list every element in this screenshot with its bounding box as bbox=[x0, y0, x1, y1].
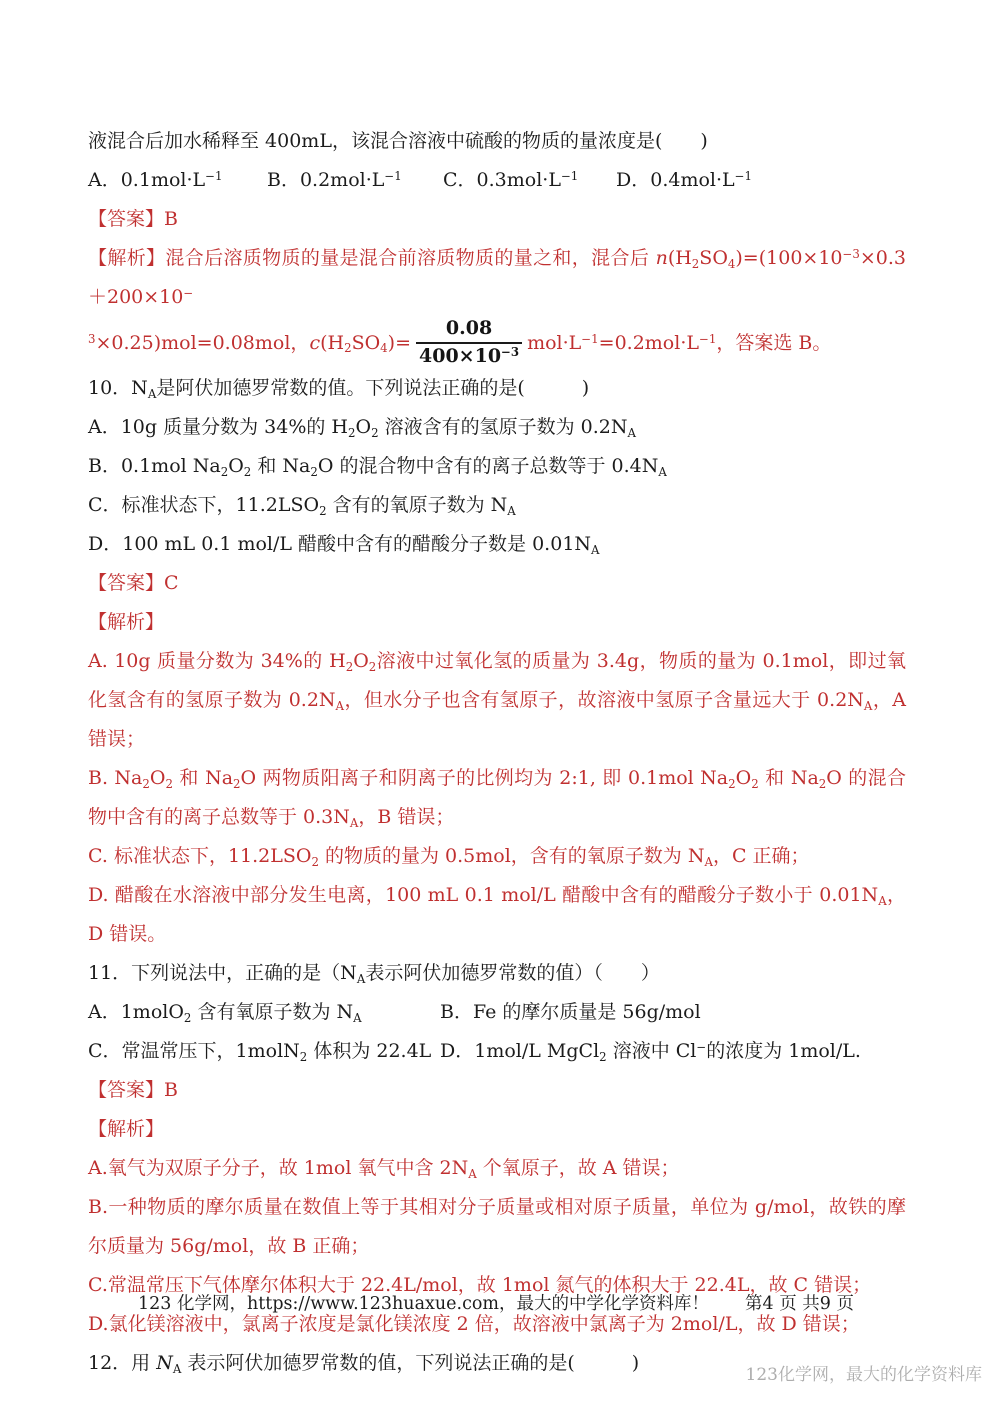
question-11-analysis-label: 【解析】 bbox=[88, 1118, 165, 1140]
fraction-numerator: 0.08 bbox=[445, 317, 493, 340]
question-10-option-b: B．0.1mol $Na_2O_2$ 和 $Na_2O$ 的混合物中含有的离子总数等于 $0.4N_A$ bbox=[88, 455, 667, 479]
question-11-option-b: B．Fe 的摩尔质量是 56g/mol bbox=[440, 1001, 701, 1023]
question-9-option-c: C．$0.3mol\cdot L^{-1}$ bbox=[443, 169, 579, 191]
footer-page-number: 第4 页 共9 页 bbox=[745, 1294, 854, 1314]
question-11-stem: 11．下列说法中，正确的是（$N_A$表示阿伏加德罗常数的值）（ ） bbox=[88, 962, 660, 986]
question-9-options bbox=[88, 161, 906, 200]
analysis-formula-post: $mol\cdot L^{-1}=0.2mol\cdot L^{-1}$，答案选 B。 bbox=[527, 331, 832, 354]
fraction-denominator: $400\times 10^{-3}$ bbox=[416, 342, 522, 369]
question-9-continuation-text: 液混合后加水稀释至 400mL，该混合溶液中硫酸的物质的量浓度是( ) bbox=[88, 130, 708, 152]
question-11-analysis-b: B.一种物质的摩尔质量在数值上等于其相对分子质量或相对原子质量，单位为 g/mol，故铁的摩尔质量为 56g/mol，故 B 正确； bbox=[88, 1196, 906, 1257]
question-11-analysis-c: C.常温常压下气体摩尔体积大于 22.4L/mol，故 1mol 氮气的体积大于 22.4L，故 C 错误； bbox=[88, 1274, 872, 1296]
question-11-options-row2 bbox=[88, 1032, 906, 1071]
question-11-analysis-a: A.氧气为双原子分子，故 1mol 氧气中含 $2N_A$ 个氧原子，故 A 错误； bbox=[88, 1157, 680, 1181]
watermark-text: 123化学网，最大的化学资料库 bbox=[745, 1365, 982, 1385]
question-10-option-a: A．10g 质量分数为 34%的 $H_2O_2$ 溶液含有的氢原子数为 $0.2N_A$ bbox=[88, 416, 636, 440]
question-9-option-a: A．$0.1mol\cdot L^{-1}$ bbox=[88, 169, 223, 191]
question-11-option-c: C．常温常压下，1molN$_2$ 体积为 22.4L bbox=[88, 1040, 432, 1064]
question-12-stem: 12．用 $N_A$ 表示阿伏加德罗常数的值，下列说法正确的是( ) bbox=[88, 1352, 640, 1376]
question-9-answer: 【答案】B bbox=[88, 208, 178, 230]
question-9-analysis-line2 bbox=[88, 317, 906, 369]
question-9-analysis-line1: 【解析】混合后溶质物质的量是混合前溶质物质的量之和，混合后 $n(H_2SO_4)=(100\times 10^{-3}\times 0.3+200\times 10^-$ bbox=[88, 247, 906, 308]
question-10-analysis-label: 【解析】 bbox=[88, 611, 165, 633]
page-footer bbox=[0, 1292, 992, 1316]
question-9-option-d: D．$0.4mol\cdot L^{-1}$ bbox=[616, 169, 752, 191]
question-11-options-row1 bbox=[88, 993, 906, 1032]
question-11-option-a: A．1molO$_2$ 含有氧原子数为 $N_A$ bbox=[88, 1001, 362, 1025]
question-10-analysis-a: A. 10g 质量分数为 34%的 $H_2O_2$溶液中过氧化氢的质量为 3.4g，物质的量为 0.1mol，即过氧化氢含有的氢原子数为 $0.2N_A$，但水分子也含有氢原子，故溶液中氢原子含量远大于 $0.2N_A$，A 错误； bbox=[88, 650, 906, 750]
question-10-stem: 10．$N_A$是阿伏加德罗常数的值。下列说法正确的是( ) bbox=[88, 377, 590, 401]
exam-content bbox=[88, 122, 906, 1383]
fraction bbox=[416, 317, 522, 369]
analysis-formula-pre: $^3$×0.25)mol=0.08mol，$c(H_2SO_4)=$ bbox=[88, 331, 412, 356]
question-10-option-c: C．标准状态下，$11.2LSO_2$ 含有的氧原子数为 $N_A$ bbox=[88, 494, 516, 518]
footer-site-info: 123 化学网，https://www.123huaxue.com，最大的中学化学资料库！ bbox=[138, 1294, 709, 1314]
question-9-option-b: B．$0.2mol\cdot L^{-1}$ bbox=[267, 169, 402, 191]
question-10-analysis-d: D. 醋酸在水溶液中部分发生电离，100 mL 0.1 mol/L 醋酸中含有的醋酸分子数小于 $0.01N_A$，D 错误。 bbox=[88, 884, 906, 945]
question-10-answer: 【答案】C bbox=[88, 572, 179, 594]
question-11-option-d: D．1mol/L MgCl$_2$ 溶液中 Cl−的浓度为 1mol/L. bbox=[440, 1040, 861, 1064]
question-10-analysis-b: B. $Na_2O_2$ 和 $Na_2O$ 两物质阳离子和阴离子的比例均为 2:1, 即 0.1mol $Na_2O_2$ 和 $Na_2O$ 的混合物中含有的离子总数等于 $0.3N_A$，B 错误； bbox=[88, 767, 906, 830]
question-11-analysis-d: D.氯化镁溶液中，氯离子浓度是氯化镁浓度 2 倍，故溶液中氯离子为 2mol/L，故 D 错误； bbox=[88, 1313, 860, 1335]
question-10-option-d: D．100 mL 0.1 mol/L 醋酸中含有的醋酸分子数是 $0.01N_A$ bbox=[88, 533, 600, 557]
question-10-analysis-c: C. 标准状态下，$11.2LSO_2$ 的物质的量为 0.5mol，含有的氧原子数为 $N_A$，C 正确； bbox=[88, 845, 810, 869]
question-11-answer: 【答案】B bbox=[88, 1079, 178, 1101]
